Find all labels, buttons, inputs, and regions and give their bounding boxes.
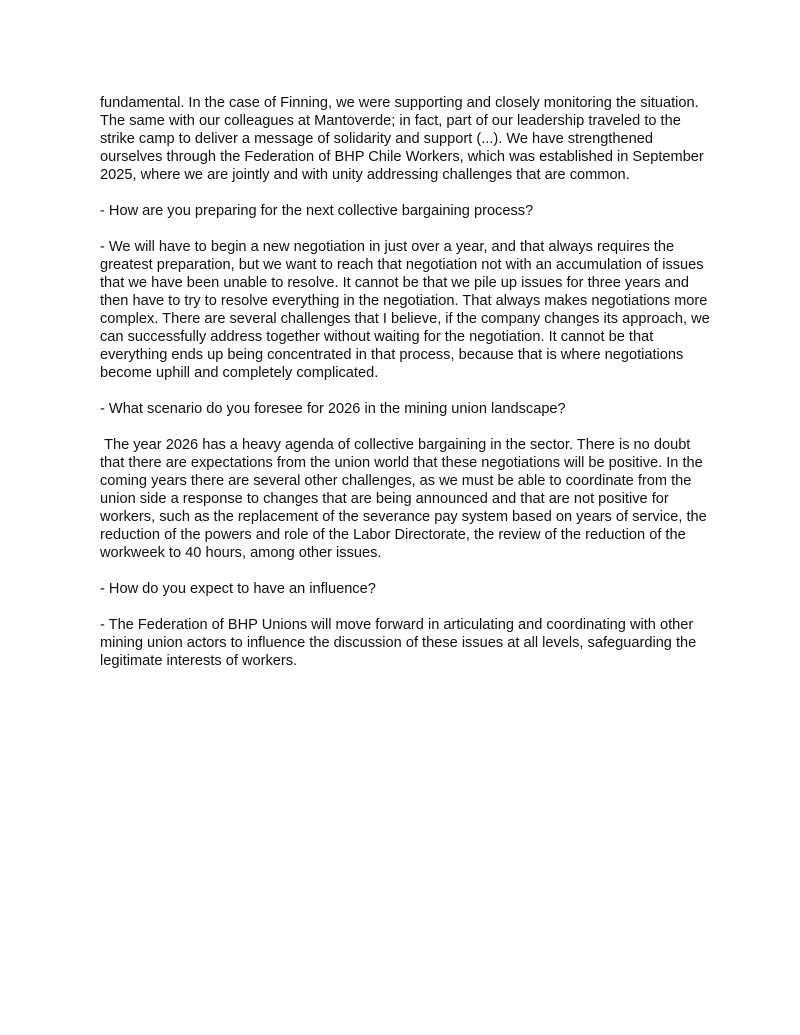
interview-answer-preparation: - We will have to begin a new negotiation in just over a year, and that always requires the greatest preparation, but we want to reach that negotiation not with an accumulation of issues that we have been unable to resolve. It cannot be that we pile up issues for three years and then have to try to resolve everything in the negotiation. That always makes negotiations more complex. There are several challenges that I believe, if the company changes its approach, we can successfully address together without waiting for the negotiation. It cannot be that everything ends up being concentrated in that process, because that is where negotiations become uphill and completely complicated. [100, 239, 714, 381]
interview-answer-influence: - The Federation of BHP Unions will move forward in articulating and coordinating with other mining union actors to influence the discussion of these issues at all levels, safeguarding the legitimate interests of workers. [100, 617, 701, 669]
paragraph-intro-continuation: fundamental. In the case of Finning, we were supporting and closely monitoring the situation. The same with our colleagues at Mantoverde; in fact, part of our leadership traveled to the strike camp to deliver a message of solidarity and support (...). We have strengthened ourselves through the Federation of BHP Chile Workers, which was established in September 2025, where we are jointly and with unity addressing challenges that are common. [100, 95, 708, 183]
interview-question-influence: - How do you expect to have an influence? [100, 581, 376, 597]
interview-question-preparation: - How are you preparing for the next collective bargaining process? [100, 203, 534, 219]
document-page [100, 94, 714, 670]
interview-question-scenario-2026: - What scenario do you foresee for 2026 in the mining union landscape? [100, 401, 566, 417]
interview-answer-scenario-2026: The year 2026 has a heavy agenda of collective bargaining in the sector. There is no doubt that there are expectations from the union world that these negotiations will be positive. In the coming years there are several other challenges, as we must be able to coordinate from the union side a response to changes that are being announced and that are not positive for workers, such as the replacement of the severance pay system based on years of service, the reduction of the powers and role of the Labor Directorate, the review of the reduction of the workweek to 40 hours, among other issues. [100, 437, 711, 561]
